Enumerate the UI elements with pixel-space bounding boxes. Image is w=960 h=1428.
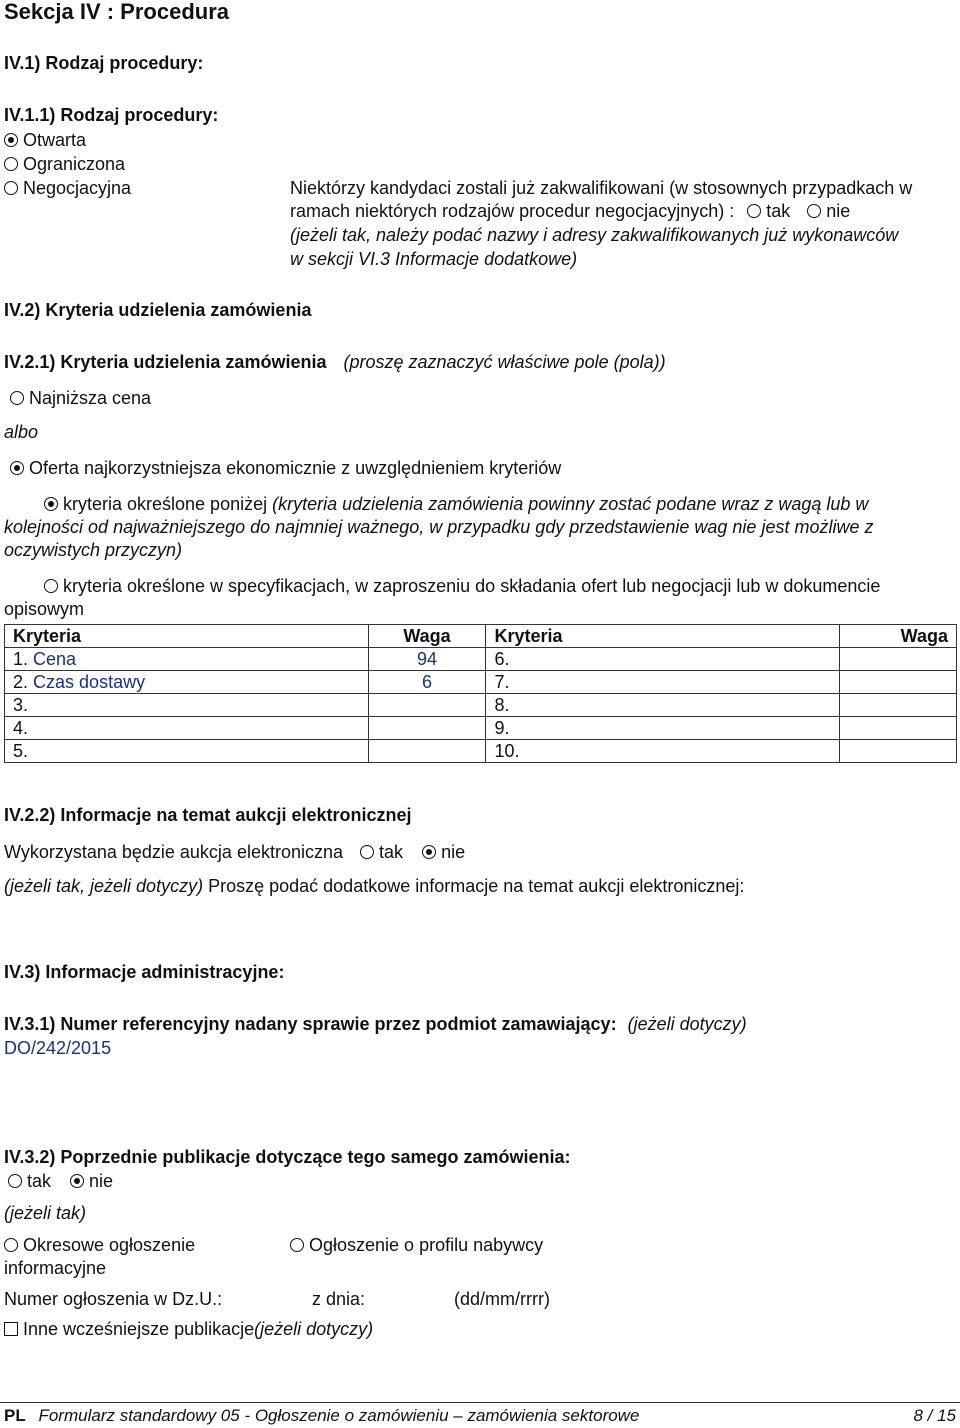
row-number: 6. (494, 649, 510, 669)
table-cell (368, 717, 486, 740)
negotiated-note-line1: Niektórzy kandydaci zostali już zakwalifikowani (w stosownych przypadkach w (290, 178, 913, 198)
procedure-option-restricted[interactable] (4, 153, 125, 176)
criterion-weight: 6 (422, 672, 433, 692)
table-cell (840, 740, 957, 763)
footer-form-title: Formularz standardowy 05 - Ogłoszenie o zamówieniu – zamówienia sektorowe (38, 1406, 640, 1425)
radio-empty-icon[interactable] (807, 204, 821, 218)
table-cell (5, 694, 369, 717)
checkbox-empty-icon[interactable] (4, 1322, 18, 1336)
nie-label: nie (826, 201, 851, 221)
notice-number-label: Numer ogłoszenia w Dz.U.: (4, 1289, 223, 1309)
table-row (5, 648, 957, 671)
table-cell (840, 694, 957, 717)
table-cell (486, 671, 840, 694)
table-cell (840, 671, 957, 694)
negotiated-italic-line2: w sekcji VI.3 Informacje dodatkowe) (290, 249, 578, 269)
col-weight: Waga (368, 625, 486, 648)
criterion-weight: 94 (417, 649, 438, 669)
auction-italic: (jeżeli tak, jeżeli dotyczy) (4, 876, 204, 896)
table-row (5, 717, 957, 740)
footer-lang: PL (4, 1406, 26, 1425)
lowest-price-option[interactable] (10, 387, 151, 410)
option-label: Inne wcześniejsze publikacje (23, 1319, 255, 1339)
nie-label: nie (441, 842, 466, 862)
buyer-profile-option[interactable] (290, 1234, 543, 1257)
table-cell (486, 648, 840, 671)
radio-selected-icon[interactable] (70, 1174, 84, 1188)
radio-empty-icon[interactable] (360, 845, 374, 859)
row-number: 7. (494, 672, 510, 692)
table-row (5, 740, 957, 763)
radio-empty-icon[interactable] (290, 1238, 304, 1252)
radio-empty-icon[interactable] (747, 204, 761, 218)
option-label: Okresowe ogłoszenie (23, 1235, 196, 1255)
radio-empty-icon[interactable] (10, 391, 24, 405)
table-cell (368, 648, 486, 671)
if-yes-label: (jeżeli tak) (4, 1203, 87, 1223)
iv2-1-note: (proszę zaznaczyć właściwe pole (pola)) (343, 352, 666, 372)
table-cell (5, 671, 369, 694)
tak-label: tak (766, 201, 791, 221)
iv3-1-heading-row (4, 1013, 747, 1036)
table-row (5, 671, 957, 694)
row-number: 3. (13, 695, 29, 715)
nie-label: nie (89, 1171, 114, 1191)
table-header-row (5, 625, 957, 648)
other-pubs-note: (jeżeli dotyczy) (254, 1319, 374, 1339)
section-title: Sekcja IV : Procedura (4, 0, 229, 24)
table-cell (368, 740, 486, 763)
iv2-2-heading: IV.2.2) Informacje na temat aukcji elektronicznej (4, 805, 412, 825)
auction-info: Proszę podać dodatkowe informacje na temat aukcji elektronicznej: (208, 876, 745, 896)
option-label: Ograniczona (23, 154, 126, 174)
table-cell (5, 717, 369, 740)
iv2-1-heading: IV.2.1) Kryteria udzielenia zamówienia (4, 352, 327, 372)
table-cell (840, 717, 957, 740)
iv3-1-heading: IV.3.1) Numer referencyjny nadany sprawie przez podmiot zamawiający: (4, 1014, 617, 1034)
albo-label: albo (4, 422, 39, 442)
radio-selected-icon[interactable] (4, 133, 18, 147)
table-cell (5, 740, 369, 763)
option-label: Oferta najkorzystniejsza ekonomicznie z uwzględnieniem kryteriów (29, 458, 562, 478)
procedure-option-open[interactable] (4, 129, 86, 152)
col-criteria: Kryteria (486, 625, 840, 648)
footer (4, 1405, 639, 1427)
negotiated-italic-line1: (jeżeli tak, należy podać nazwy i adresy zakwalifikowanych już wykonawców (290, 225, 899, 245)
footer-rule (0, 1402, 960, 1403)
table-cell (840, 648, 957, 671)
row-number: 8. (494, 695, 510, 715)
table-cell (486, 694, 840, 717)
criterion-name: Czas dostawy (33, 672, 146, 692)
option-label: Otwarta (23, 130, 87, 150)
iv2-1-heading-row (4, 351, 666, 374)
iv1-1-heading: IV.1.1) Rodzaj procedury: (4, 105, 219, 125)
tak-label: tak (27, 1171, 52, 1191)
row-number: 10. (494, 741, 520, 761)
table-cell (368, 694, 486, 717)
radio-empty-icon[interactable] (4, 157, 18, 171)
date-format: (dd/mm/rrrr) (454, 1289, 550, 1309)
auction-question-row (4, 841, 465, 864)
criteria-below-note: (kryteria udzielenia zamówienia powinny zostać podane wraz z wagą lub w kolejności od najważniejszego do najmniej ważnego, w przypadku gdy przedstawienie wag nie jest możliwe z oczywistych przyczyn) (4, 494, 874, 560)
radio-selected-icon[interactable] (422, 845, 436, 859)
radio-selected-icon[interactable] (44, 497, 58, 511)
auction-question: Wykorzystana będzie aukcja elektroniczna (4, 842, 344, 862)
iv1-heading: IV.1) Rodzaj procedury: (4, 53, 204, 73)
periodic-notice-option[interactable] (4, 1234, 195, 1257)
option-label: Ogłoszenie o profilu nabywcy (309, 1235, 544, 1255)
footer-page-number: 8 / 15 (913, 1406, 956, 1425)
iv3-2-heading: IV.3.2) Poprzednie publikacje dotyczące tego samego zamówienia: (4, 1147, 571, 1167)
negotiated-note-text: ramach niektórych rodzajów procedur negocjacyjnych) : (290, 201, 735, 221)
criterion-name: Cena (33, 649, 77, 669)
col-weight: Waga (840, 625, 957, 648)
table-cell (486, 740, 840, 763)
table-row (5, 694, 957, 717)
radio-empty-icon[interactable] (4, 181, 18, 195)
date-label: z dnia: (312, 1289, 366, 1309)
prev-pub-options (8, 1170, 113, 1193)
negotiated-note-line2 (290, 200, 850, 223)
table-cell (368, 671, 486, 694)
row-number: 5. (13, 741, 29, 761)
tak-label: tak (379, 842, 404, 862)
other-pubs-option[interactable] (4, 1318, 373, 1341)
radio-empty-icon[interactable] (44, 579, 58, 593)
option-label: Negocjacyjna (23, 178, 132, 198)
radio-selected-icon[interactable] (10, 461, 24, 475)
periodic-notice-line2: informacyjne (4, 1258, 107, 1278)
option-label: Najniższa cena (29, 388, 152, 408)
row-number: 2. (13, 672, 29, 692)
criteria-table (4, 624, 957, 763)
row-number: 9. (494, 718, 510, 738)
row-number: 4. (13, 718, 29, 738)
row-number: 1. (13, 649, 29, 669)
option-label: kryteria określone w specyfikacjach, w zaproszeniu do składania ofert lub negocjacji lub w dokumencie opisowym (4, 576, 881, 619)
procedure-option-negotiated[interactable] (4, 177, 131, 200)
auction-info-row (4, 875, 744, 898)
meat-option[interactable] (10, 457, 561, 480)
radio-empty-icon[interactable] (8, 1174, 22, 1188)
table-cell (5, 648, 369, 671)
criteria-below-option[interactable] (4, 493, 944, 562)
criteria-specs-option[interactable] (4, 575, 944, 621)
reference-number: DO/242/2015 (4, 1038, 112, 1058)
iv3-1-note: (jeżeli dotyczy) (627, 1014, 747, 1034)
col-criteria: Kryteria (5, 625, 369, 648)
table-cell (486, 717, 840, 740)
iv2-heading: IV.2) Kryteria udzielenia zamówienia (4, 300, 312, 320)
radio-empty-icon[interactable] (4, 1238, 18, 1252)
iv3-heading: IV.3) Informacje administracyjne: (4, 962, 285, 982)
option-label: kryteria określone poniżej (63, 494, 268, 514)
